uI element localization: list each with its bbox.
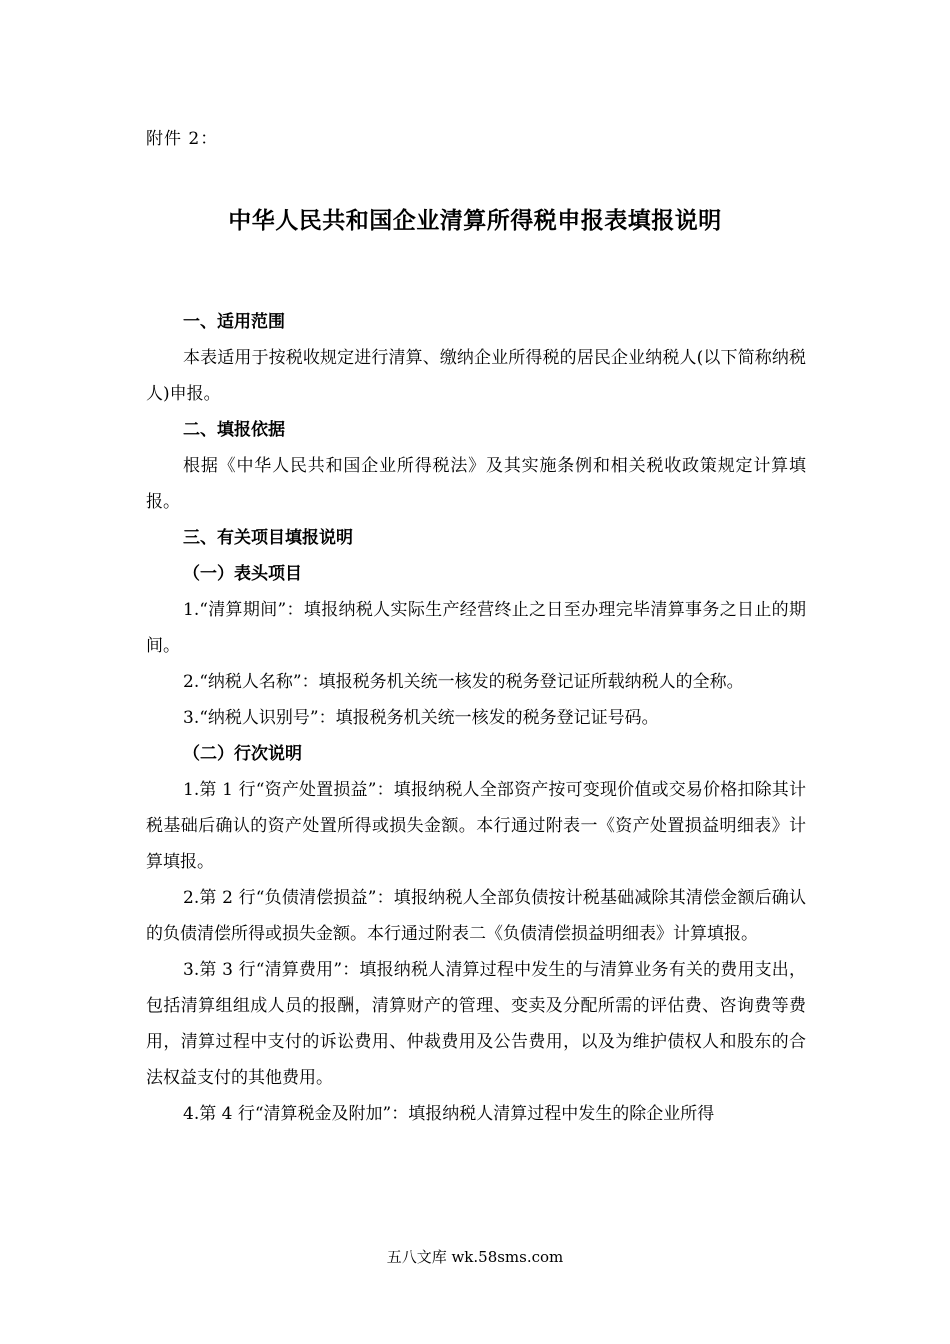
paragraph: 1.第 1 行“资产处置损益”：填报纳税人全部资产按可变现价值或交易价格扣除其计税基础后确认的资产处置所得或损失金额。本行通过附表一《资产处置损益明细表》计算填报。 [146,780,806,872]
section-heading: 二、填报依据 [183,420,285,440]
paragraph: 本表适用于按税收规定进行清算、缴纳企业所得税的居民企业纳税人(以下简称纳税人)申报。 [146,348,806,404]
paragraph: 3.第 3 行“清算费用”：填报纳税人清算过程中发生的与清算业务有关的费用支出，包括清算组组成人员的报酬，清算财产的管理、变卖及分配所需的评估费、咨询费等费用，清算过程中支付的诉讼费用、仲裁费用及公告费用，以及为维护债权人和股东的合法权益支付的其他费用。 [146,960,806,1088]
paragraph: 1.“清算期间”：填报纳税人实际生产经营终止之日至办理完毕清算事务之日止的期间。 [146,600,806,656]
footer-watermark: 五八文库 wk.58sms.com [386,1248,564,1266]
document-title: 中华人民共和国企业清算所得税申报表填报说明 [228,208,722,234]
section-heading: 三、有关项目填报说明 [183,528,353,548]
document-body [146,304,806,1132]
attachment-label: 附件 2： [146,129,219,149]
subsection-heading: （二）行次说明 [183,744,302,764]
paragraph: 2.第 2 行“负债清偿损益”：填报纳税人全部负债按计税基础减除其清偿金额后确认的负债清偿所得或损失金额。本行通过附表二《负债清偿损益明细表》计算填报。 [146,888,806,944]
paragraph: 4.第 4 行“清算税金及附加”：填报纳税人清算过程中发生的除企业所得 [183,1104,715,1124]
subsection-heading: （一）表头项目 [183,564,302,584]
paragraph: 2.“纳税人名称”：填报税务机关统一核发的税务登记证所载纳税人的全称。 [183,672,744,692]
section-heading: 一、适用范围 [183,312,285,332]
paragraph: 根据《中华人民共和国企业所得税法》及其实施条例和相关税收政策规定计算填报。 [146,456,806,512]
paragraph: 3.“纳税人识别号”：填报税务机关统一核发的税务登记证号码。 [183,708,659,728]
